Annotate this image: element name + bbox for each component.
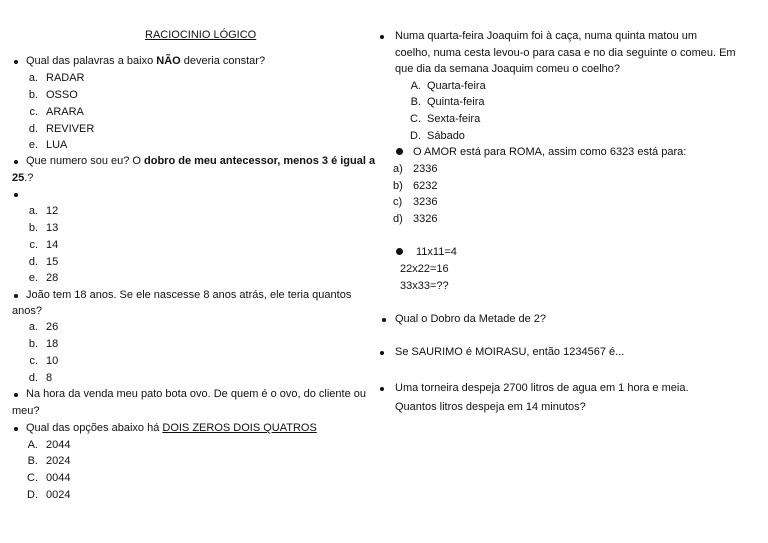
option-text: Quarta-feira xyxy=(427,80,486,92)
question-4: Na hora da venda meu pato bota ovo. De quem é o ovo, do cliente ou xyxy=(26,388,367,400)
option-marker: a. xyxy=(28,72,38,84)
question-emphasis: 25 xyxy=(12,172,25,184)
question-text: .? xyxy=(24,172,34,184)
option-text: 6232 xyxy=(413,180,438,192)
bullet xyxy=(382,318,386,322)
option-text: ARARA xyxy=(46,106,84,118)
question-2-cont xyxy=(12,171,33,185)
option-text: 15 xyxy=(46,256,59,268)
option-text: 8 xyxy=(46,372,53,384)
question-2 xyxy=(26,154,375,168)
bullet xyxy=(14,427,18,431)
option-text: LUA xyxy=(46,139,68,151)
question-6-cont: que dia da semana Joaquim comeu o coelho? xyxy=(395,63,621,75)
option-text: 12 xyxy=(46,205,59,217)
option-marker: a) xyxy=(393,163,403,175)
question-text: deveria constar? xyxy=(180,55,266,67)
option-text: Quinta-feira xyxy=(427,96,485,108)
option-marker: e. xyxy=(28,272,38,284)
option-marker: c. xyxy=(29,355,38,367)
option-marker: d. xyxy=(28,256,38,268)
question-4-cont: meu? xyxy=(12,405,40,417)
bullet xyxy=(14,393,18,397)
option-marker: a. xyxy=(28,205,38,217)
option-text: 26 xyxy=(46,321,59,333)
bullet xyxy=(380,387,384,391)
option-marker: B. xyxy=(27,455,38,467)
question-emphasis: NÃO xyxy=(156,55,181,67)
option-text: 13 xyxy=(46,222,59,234)
option-marker: b) xyxy=(393,180,403,192)
option-text: 10 xyxy=(46,355,59,367)
question-11-cont: Quantos litros despeja em 14 minutos? xyxy=(395,401,586,413)
option-text: 18 xyxy=(46,338,59,350)
option-marker: C. xyxy=(410,113,421,125)
question-emphasis: DOIS ZEROS DOIS QUATROS xyxy=(162,422,317,434)
option-text: REVIVER xyxy=(46,123,95,135)
option-marker: c) xyxy=(393,196,403,208)
option-text: 2044 xyxy=(46,439,71,451)
bullet xyxy=(14,60,18,64)
option-marker: c. xyxy=(29,239,38,251)
question-8-cont: 33x33=?? xyxy=(400,280,449,292)
option-text: 2024 xyxy=(46,455,71,467)
question-8: 11x11=4 xyxy=(416,246,457,258)
option-text: OSSO xyxy=(46,89,78,101)
bullet xyxy=(380,35,384,39)
option-marker: d. xyxy=(28,372,38,384)
option-marker: D. xyxy=(27,489,38,501)
option-marker: A. xyxy=(27,439,38,451)
bullet xyxy=(14,160,18,164)
question-5 xyxy=(26,421,317,435)
option-marker: a. xyxy=(28,321,38,333)
question-8-cont: 22x22=16 xyxy=(400,263,449,275)
question-3: João tem 18 anos. Se ele nascesse 8 anos atrás, ele teria quantos xyxy=(26,289,352,301)
question-text: Qual das opções abaixo há xyxy=(26,422,163,434)
option-marker: b. xyxy=(28,338,38,350)
option-marker: d. xyxy=(28,123,38,135)
question-11: Uma torneira despeja 2700 litros de agua em 1 hora e meia. xyxy=(395,382,689,394)
option-text: 14 xyxy=(46,239,59,251)
bullet xyxy=(380,351,384,355)
question-7: O AMOR está para ROMA, assim como 6323 está para: xyxy=(413,146,687,158)
bullet xyxy=(396,248,403,255)
bullet xyxy=(14,294,18,298)
question-3-cont: anos? xyxy=(12,305,42,317)
question-6: Numa quarta-feira Joaquim foi à caça, numa quinta matou um xyxy=(395,30,698,42)
question-text: Que numero sou eu? O xyxy=(26,155,145,167)
question-9: Qual o Dobro da Metade de 2? xyxy=(395,313,547,325)
option-text: 2336 xyxy=(413,163,438,175)
option-marker: c. xyxy=(29,106,38,118)
question-emphasis: dobro de meu antecessor, menos 3 é igual a xyxy=(144,155,376,167)
option-marker: b. xyxy=(28,222,38,234)
option-marker: d) xyxy=(393,213,403,225)
question-6-cont: coelho, numa cesta levou-o para casa e no dia seguinte o comeu. Em xyxy=(395,47,736,59)
page-title: RACIOCINIO LÓGICO xyxy=(145,29,257,41)
question-text: Qual das palavras a baixo xyxy=(26,55,157,67)
option-marker: B. xyxy=(410,96,421,108)
option-text: 0024 xyxy=(46,489,71,501)
bullet xyxy=(14,193,18,197)
option-text: Sexta-feira xyxy=(427,113,481,125)
option-marker: A. xyxy=(410,80,421,92)
option-marker: D. xyxy=(410,130,421,142)
option-text: RADAR xyxy=(46,72,85,84)
question-1 xyxy=(26,54,265,68)
question-10: Se SAURIMO é MOIRASU, então 1234567 é... xyxy=(395,346,625,358)
option-marker: b. xyxy=(28,89,38,101)
bullet xyxy=(396,148,403,155)
option-marker: e. xyxy=(28,139,38,151)
option-text: 0044 xyxy=(46,472,71,484)
option-text: Sábado xyxy=(427,130,465,142)
option-marker: C. xyxy=(27,472,38,484)
option-text: 28 xyxy=(46,272,59,284)
option-text: 3236 xyxy=(413,196,438,208)
option-text: 3326 xyxy=(413,213,438,225)
